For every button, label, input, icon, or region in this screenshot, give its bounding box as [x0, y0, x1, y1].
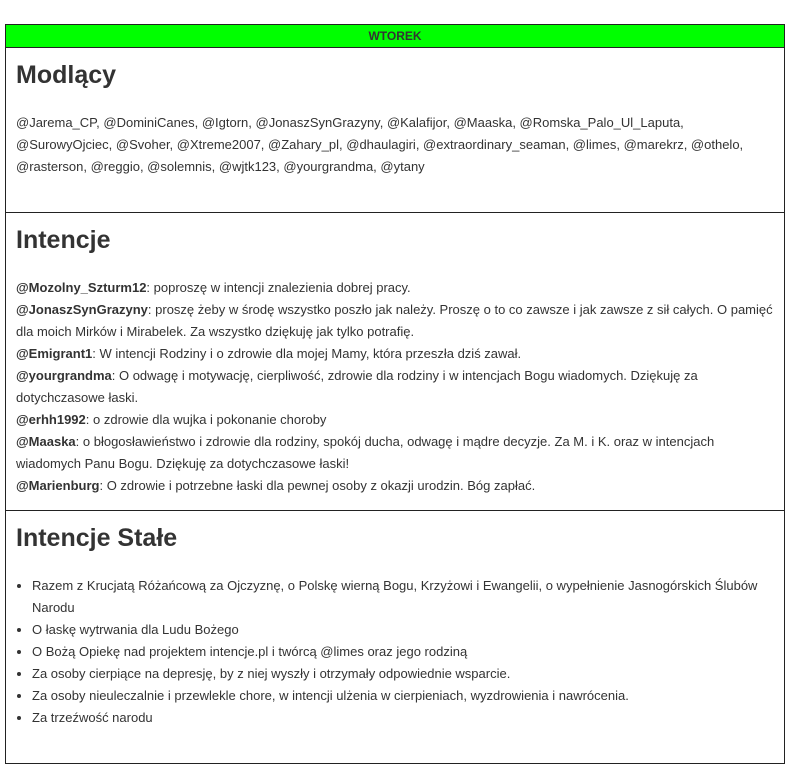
intention-text: : W intencji Rodziny i o zdrowie dla mojej Mamy, która przeszła dziś zawał. [92, 346, 522, 361]
intention-text: : o błogosławieństwo i zdrowie dla rodziny, spokój ducha, odwagę i mądre decyzje. Za M. i K. oraz w intencjach wiadomych Panu Bogu. Dziękuję za dotychczasowe łaski! [16, 434, 715, 471]
intention-item [16, 431, 774, 475]
intention-item [16, 409, 774, 431]
intention-text: : poproszę w intencji znalezienia dobrej pracy. [146, 280, 411, 295]
intentions-section [6, 213, 784, 511]
intention-text: : O odwagę i motywację, cierpliwość, zdrowie dla rodziny i w intencjach Bogu wiadomych. Dziękuję za dotychczasowe łaski. [16, 368, 698, 405]
intention-text: : o zdrowie dla wujka i pokonanie choroby [85, 412, 327, 427]
intention-item [16, 365, 774, 409]
permanent-section [6, 511, 784, 764]
permanent-intention-item: • O Bożą Opiekę nad projektem intencje.pl i twórcą @limes oraz jego rodziną [32, 641, 774, 663]
intention-user[interactable]: @Marienburg [16, 478, 100, 493]
intention-text: : proszę żeby w środę wszystko poszło jak należy. Proszę o to co zawsze i jak zawsze z sił całych. O pamięć dla moich Mirków i Mirabelek. Za wszystko dziękuję jak tylko potrafię. [16, 302, 773, 339]
permanent-intention-item: • O łaskę wytrwania dla Ludu Bożego [32, 619, 774, 641]
intentions-list [16, 277, 774, 497]
permanent-list [16, 575, 774, 729]
day-header: WTOREK [6, 25, 784, 48]
day-panel [5, 24, 785, 764]
intention-item [16, 343, 774, 365]
intention-item [16, 277, 774, 299]
intention-user[interactable]: @yourgrandma [16, 368, 112, 383]
praying-title: Modlący [16, 61, 117, 89]
permanent-intention-item: • Za osoby nieuleczalnie i przewlekle chore, w intencji ulżenia w cierpieniach, wyzdrowienia i nawrócenia. [32, 685, 774, 707]
intentions-title: Intencje [16, 226, 111, 254]
intention-user[interactable]: @Emigrant1 [16, 346, 93, 361]
permanent-intention-item: • Razem z Krucjatą Różańcową za Ojczyznę, o Polskę wierną Bogu, Krzyżowi i Ewangelii, o wypełnienie Jasnogórskich Ślubów Narodu [32, 575, 774, 619]
intention-user[interactable]: @erhh1992 [16, 412, 86, 427]
intention-user[interactable]: @Mozolny_Szturm12 [16, 280, 147, 295]
intention-text: : O zdrowie i potrzebne łaski dla pewnej osoby z okazji urodzin. Bóg zapłać. [99, 478, 536, 493]
permanent-intention-item: • Za osoby cierpiące na depresję, by z niej wyszły i otrzymały odpowiednie wsparcie. [32, 663, 774, 685]
intention-item [16, 299, 774, 343]
praying-section [6, 48, 784, 213]
permanent-title: Intencje Stałe [16, 524, 178, 552]
praying-users: @Jarema_CP, @DominiCanes, @Igtorn, @JonaszSynGrazyny, @Kalafijor, @Maaska, @Romska_Palo_Ul_Laputa, @SurowyOjciec, @Svoher, @Xtreme2007, @Zahary_pl, @dhaulagiri, @extraordinary_seaman, @limes, @marekrz, @othelo, @rasterson, @reggio, @solemnis, @wjtk123, @yourgrandma, @ytany [16, 115, 744, 174]
intention-item [16, 475, 774, 497]
intention-user[interactable]: @JonaszSynGrazyny [16, 302, 148, 317]
permanent-intention-item: • Za trzeźwość narodu [32, 707, 774, 729]
intention-user[interactable]: @Maaska [16, 434, 76, 449]
